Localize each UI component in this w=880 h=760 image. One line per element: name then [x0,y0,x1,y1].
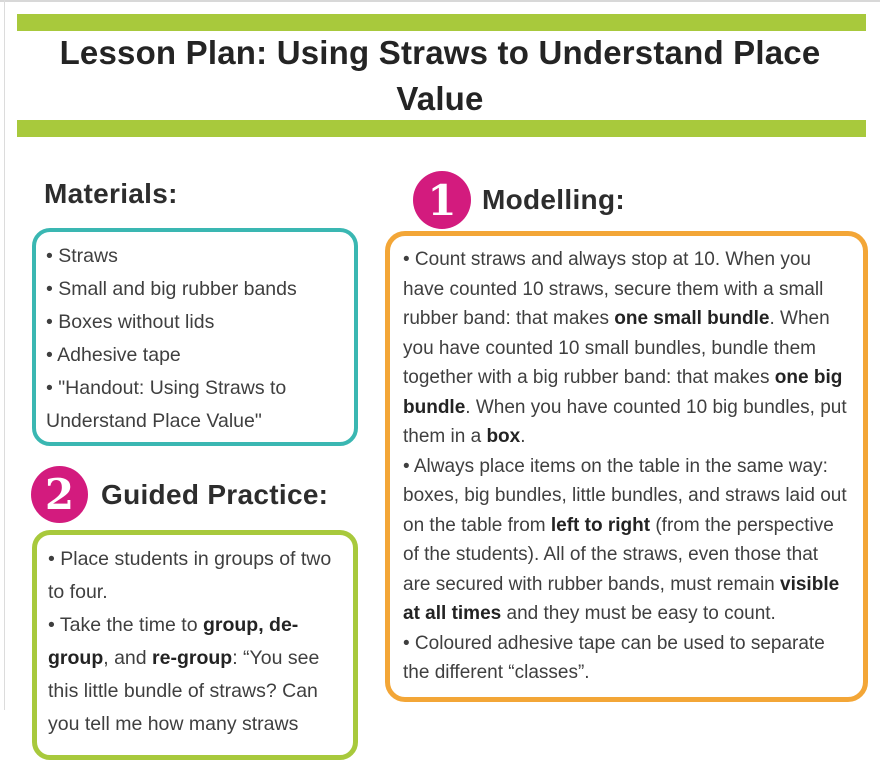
step-number: 1 [427,175,457,225]
paragraph: • Coloured adhesive tape can be used to separate the different “classes”. [403,632,831,683]
list-item: • Boxes without lids [46,311,215,333]
paragraph: • Always place items on the table in the same way: boxes, big bundles, little bundles, and straws laid out on the table from left to right (from the perspective of the students). All of the straws, even those that are secured with rubber bands, must remain visible at all times and they must be easy to count. [403,455,852,624]
list-item: • Straws [46,245,118,267]
paragraph: • Take the time to group, de-group, and re-group: “You see this little bundle of straws? Can you tell me how many straws [48,614,325,735]
modelling-text [403,245,850,688]
page-top-edge [0,0,880,2]
list-item: • Small and big rubber bands [46,278,297,300]
list-item: • "Handout: Using Straws to Understand Place Value" [46,377,287,432]
step-badge-2 [31,466,88,523]
guided-practice-heading: Guided Practice: [101,479,329,510]
page-title: Lesson Plan: Using Straws to Understand Place Value [59,34,821,117]
page-left-edge [4,0,5,710]
guided-practice-box [32,530,358,760]
step-number: 2 [44,470,75,519]
paragraph: • Place students in groups of two to four. [48,548,337,603]
list-item: • Adhesive tape [46,344,181,366]
modelling-heading: Modelling: [482,184,625,215]
materials-box [32,228,358,446]
step-badge-1 [413,171,471,229]
divider-accent-bar [17,120,866,137]
modelling-box [385,231,868,702]
materials-heading: Materials: [44,178,178,209]
materials-list [46,240,344,438]
guided-practice-text [48,543,342,741]
paragraph: • Count straws and always stop at 10. When you have counted 10 straws, secure them with a small rubber band: that makes one small bundle. When you have counted 10 small bundles, bundle them together with a big rubber band: that makes one big bundle. When you have counted 10 big bundles, put them in a box. [403,249,852,447]
top-accent-bar [17,14,866,31]
